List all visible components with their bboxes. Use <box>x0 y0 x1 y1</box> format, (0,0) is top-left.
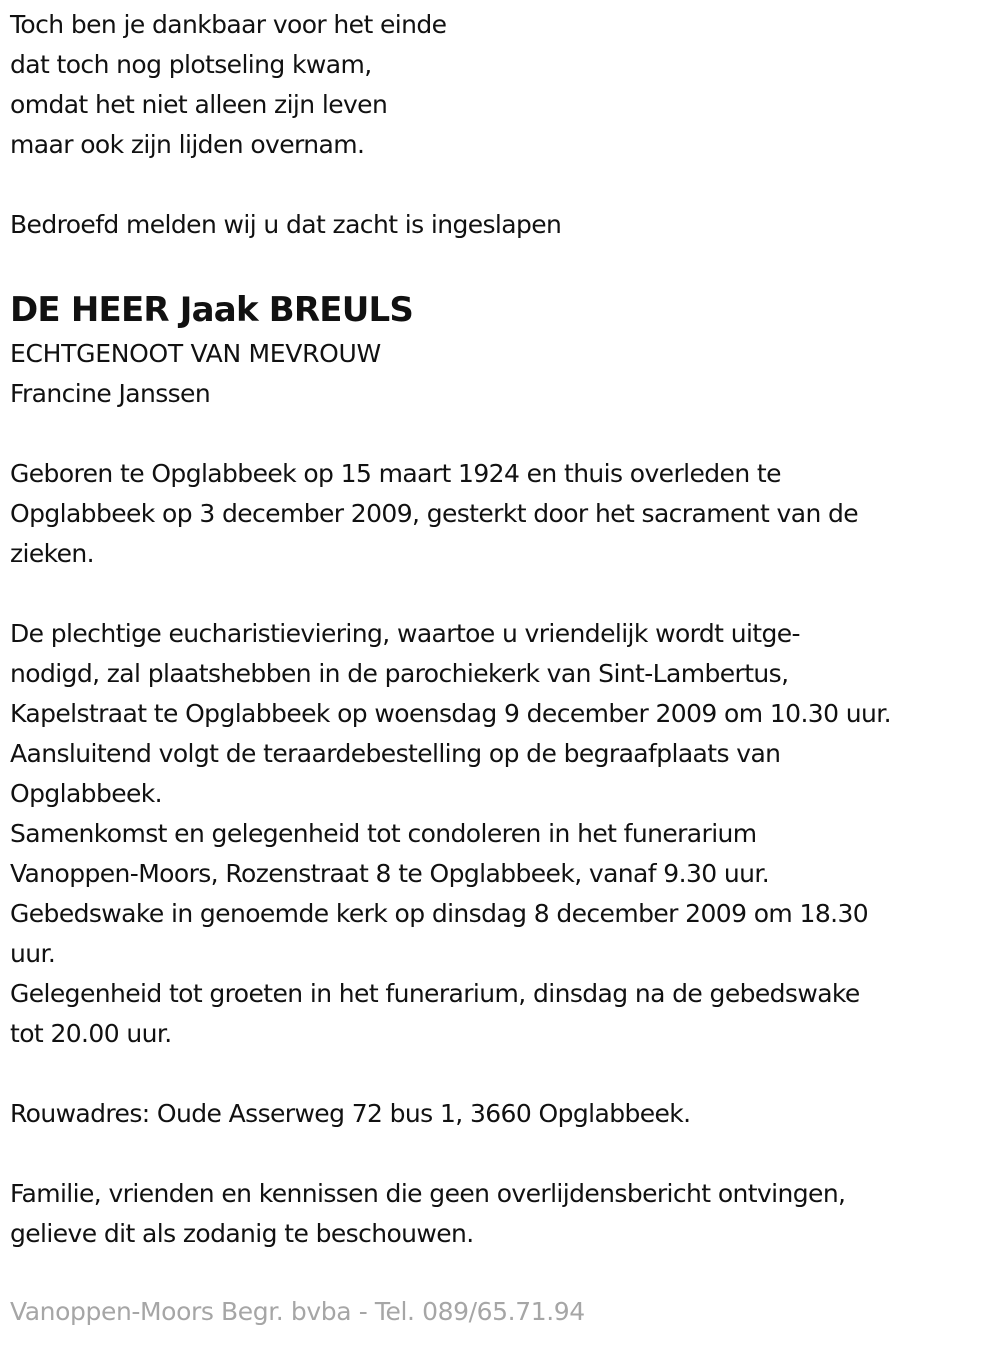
paragraph-line: Vanoppen-Moors, Rozenstraat 8 te Opglabbeek, vanaf 9.30 uur. <box>10 859 770 888</box>
paragraph-line: Geboren te Opglabbeek op 15 maart 1924 en thuis overleden te <box>10 459 781 488</box>
poem-line: Toch ben je dankbaar voor het einde <box>10 10 447 39</box>
closing-paragraph <box>10 1174 995 1254</box>
poem <box>10 0 995 165</box>
paragraph-line: Gelegenheid tot groeten in het funerarium, dinsdag na de gebedswake <box>10 979 860 1008</box>
spacer <box>10 165 995 205</box>
poem-line: maar ook zijn lijden overnam. <box>10 130 365 159</box>
poem-line: dat toch nog plotseling kwam, <box>10 50 372 79</box>
spacer <box>10 574 995 614</box>
deceased-name: DE HEER Jaak BREULS <box>10 290 414 330</box>
spacer <box>10 1134 995 1174</box>
paragraph-line: zieken. <box>10 539 95 568</box>
paragraph-line: Aansluitend volgt de teraardebestelling op de begraafplaats van <box>10 739 781 768</box>
paragraph-line: nodigd, zal plaatshebben in de parochiekerk van Sint-Lambertus, <box>10 659 789 688</box>
paragraph-line: uur. <box>10 939 56 968</box>
paragraph-line: Familie, vrienden en kennissen die geen overlijdensbericht ontvingen, <box>10 1179 846 1208</box>
spacer <box>10 1054 995 1094</box>
paragraph-line: Gebedswake in genoemde kerk op dinsdag 8 december 2009 om 18.30 <box>10 899 869 928</box>
relation-text: ECHTGENOOT VAN MEVROUW <box>10 339 381 368</box>
paragraph-line: Samenkomst en gelegenheid tot condoleren in het funerarium <box>10 819 757 848</box>
obituary-notice <box>10 0 995 1254</box>
spacer <box>10 245 995 285</box>
paragraph-line: gelieve dit als zodanig te beschouwen. <box>10 1219 474 1248</box>
paragraph-line: Opglabbeek op 3 december 2009, gesterkt door het sacrament van de <box>10 499 859 528</box>
birth-death-paragraph <box>10 454 995 574</box>
ceremony-paragraph <box>10 614 995 1054</box>
funeral-home-footer: Vanoppen-Moors Begr. bvba - Tel. 089/65.71.94 <box>10 1297 585 1326</box>
paragraph-line: Opglabbeek. <box>10 779 163 808</box>
poem-line: omdat het niet alleen zijn leven <box>10 90 388 119</box>
spacer <box>10 414 995 454</box>
paragraph-line: tot 20.00 uur. <box>10 1019 172 1048</box>
intro-text: Bedroefd melden wij u dat zacht is ingeslapen <box>10 210 562 239</box>
spouse-name: Francine Janssen <box>10 379 211 408</box>
paragraph-line: De plechtige eucharistieviering, waartoe u vriendelijk wordt uitge- <box>10 619 800 648</box>
mourning-address: Rouwadres: Oude Asserweg 72 bus 1, 3660 Opglabbeek. <box>10 1099 691 1128</box>
paragraph-line: Kapelstraat te Opglabbeek op woensdag 9 december 2009 om 10.30 uur. <box>10 699 891 728</box>
